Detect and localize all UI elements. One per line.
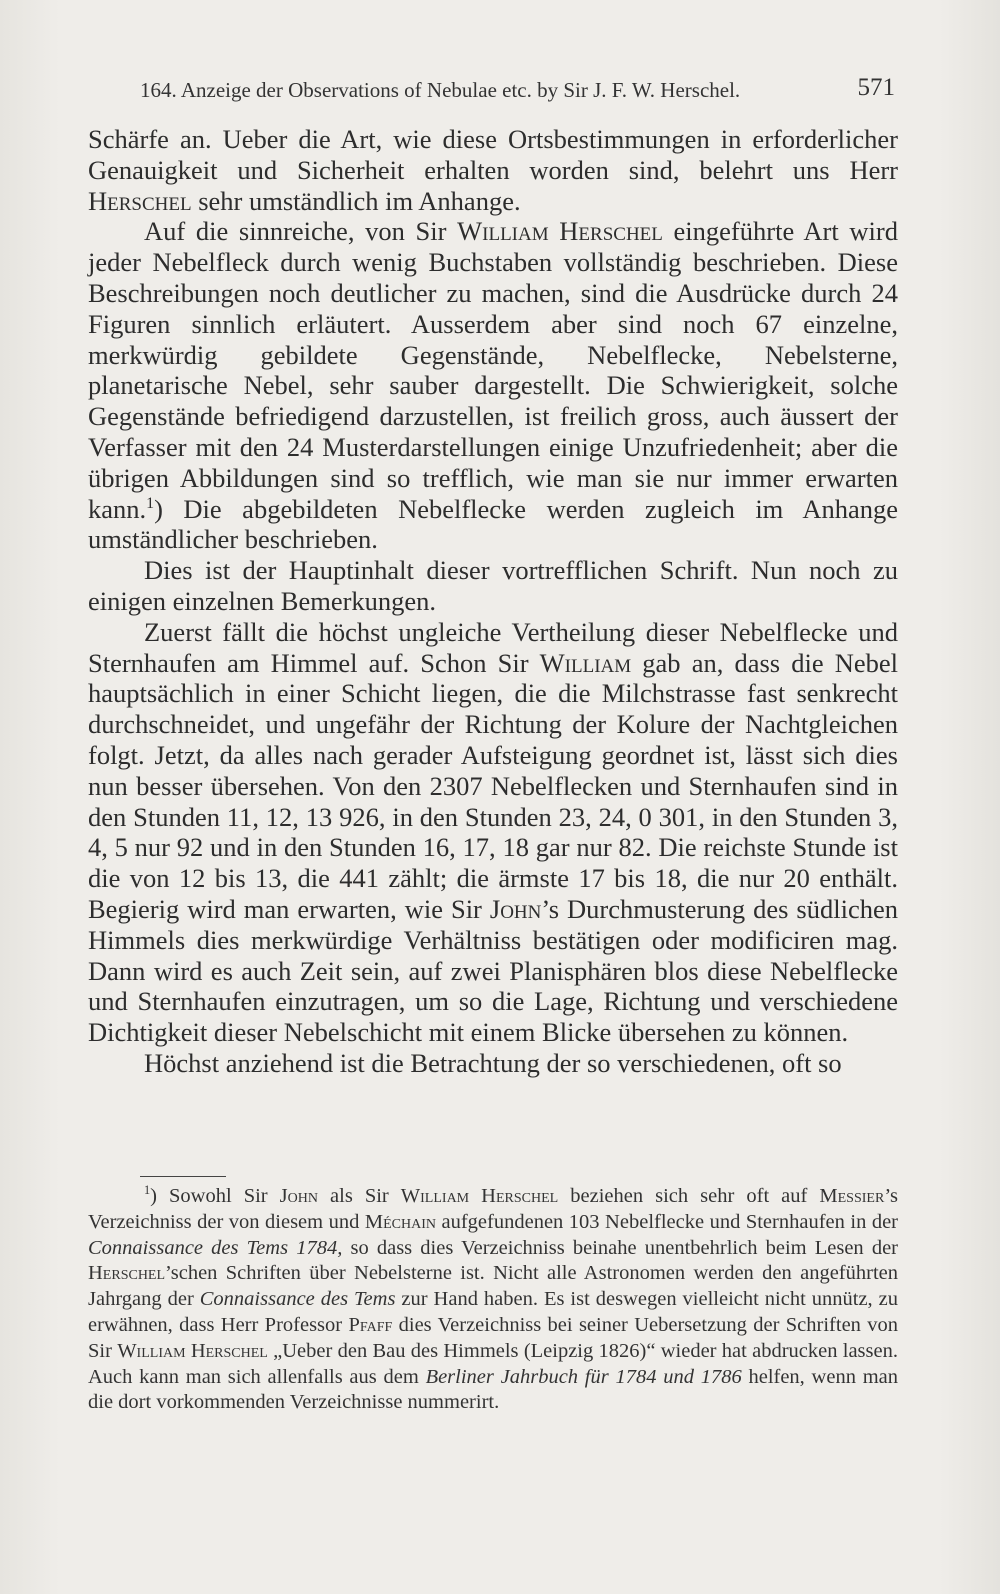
text-run: so dass dies Verzeichniss beinahe unentbehrlich beim Lesen der — [342, 1236, 899, 1259]
author-name: John — [279, 1185, 318, 1207]
text-run: ) Sowohl Sir — [150, 1185, 280, 1207]
paragraph-3: Dies ist der Hauptinhalt dieser vortrefflichen Schrift. Nun noch zu einigen einzelnen Bemerkungen. — [88, 555, 898, 616]
cited-work-title: Connaissance des Tems 1784, — [88, 1236, 343, 1259]
footnote-marker: 1 — [144, 1183, 151, 1198]
text-run: zur Hand haben. Es ist deswegen vielleicht nicht unnütz, zu erwähnen, dass Herr Professor — [88, 1288, 898, 1336]
cited-work-title: Berliner Jahrbuch für 1784 und 1786 — [425, 1365, 742, 1388]
paragraph-4 — [88, 617, 898, 1048]
author-name: Messier — [819, 1185, 885, 1207]
author-name: William Herschel — [400, 1185, 559, 1207]
cited-work-title: Connaissance des Tems — [199, 1288, 396, 1311]
text-run: als Sir — [317, 1185, 401, 1207]
paragraph-2 — [88, 216, 898, 555]
author-name: Herschel — [88, 185, 192, 216]
footnote-paragraph — [88, 1184, 898, 1416]
text-run: sehr umständlich im Anhange. — [191, 185, 521, 216]
text-run: dies Verzeichniss bei seiner Uebersetzung der Schriften von Sir — [88, 1313, 898, 1362]
text-run: aufgefundenen 103 Nebelflecke und Sternhaufen in der — [436, 1210, 899, 1233]
text-run: gab an, dass die Nebel hauptsächlich in einer Schicht liegen, die die Milchstrasse fast senkrecht durchschneidet, und ungefähr der Richtung der Kolure der Nachtgleichen folgt. Jetzt, da alles nach gerader Aufsteigung geordnet ist, lässt sich dies nun besser übersehen. Von den 2307 Nebelflecken und Sternhaufen sind in den Stunden 11, 12, 13 926, in den Stunden 23, 24, 0 301, in den Stunden 3, 4, 5 nur 92 und in den Stunden 16, 17, 18 gar nur 82. Die reichste Stunde ist die von 12 bis 13, die 441 zählt; die ärmste 17 bis 18, die nur 20 enthält. Begierig wird man erwarten, wie Sir — [88, 647, 898, 924]
author-name: William Herschel — [117, 1339, 268, 1362]
text-run: Schärfe an. Ueber die Art, wie diese Ortsbestimmungen in erforderlicher Genauigkeit und Sicherheit erhalten worden sind, belehrt uns Herr — [88, 124, 898, 185]
paragraph-5: Höchst anziehend ist die Betrachtung der so verschiedenen, oft so — [144, 1047, 842, 1078]
footnote — [88, 1184, 898, 1416]
text-run: „Ueber den Bau des Himmels (Leipzig 1826)“ wieder hat abdrucken lassen. Auch kann man sich allenfalls aus dem — [88, 1339, 898, 1388]
footnote-divider — [140, 1176, 226, 1177]
author-name: William Herschel — [457, 216, 663, 247]
text-run: Zuerst fällt die höchst ungleiche Vertheilung dieser Nebelflecke und Sternhaufen am Himmel auf. Schon Sir — [88, 616, 898, 678]
footnote-reference: 1 — [146, 494, 155, 512]
text-run: ’s Verzeichniss der von diesem und — [88, 1185, 898, 1233]
running-head-title: 164. Anzeige der Observations of Nebulae etc. by Sir J. F. W. Herschel. — [140, 78, 741, 102]
author-name: William — [539, 647, 632, 678]
text-run: Auf die sinnreiche, von Sir — [144, 216, 458, 247]
running-head — [140, 72, 895, 108]
author-name: Méchain — [364, 1210, 436, 1233]
page-number: 571 — [857, 74, 895, 101]
paragraph-1 — [88, 124, 898, 216]
text-run: beziehen sich sehr oft auf — [558, 1185, 820, 1207]
author-name: Pfaff — [348, 1313, 393, 1336]
text-run: ’s Durchmusterung des südlichen Himmels dies merkwürdige Verhältniss bestätigen oder modificiren mag. Dann wird es auch Zeit sein, auf zwei Planisphären blos diese Nebelflecke und Sternhaufen einzutragen, um so die Lage, Richtung und verschiedene Dichtigkeit dieser Nebelschicht mit einem Blicke übersehen zu können. — [88, 893, 898, 1048]
author-name: John — [489, 893, 542, 924]
text-run: ) Die abgebildeten Nebelflecke werden zugleich im Anhange umständlicher beschrieben. — [88, 493, 898, 555]
text-run: ’schen Schriften über Nebelsterne ist. Nicht alle Astronomen werden den angeführten Jahrgang der — [88, 1262, 898, 1311]
author-name: Herschel — [88, 1262, 166, 1285]
main-text — [88, 124, 898, 1079]
text-run: eingeführte Art wird jeder Nebelfleck durch wenig Buchstaben vollständig beschrieben. Diese Beschreibungen noch deutlicher zu machen, sind die Ausdrücke durch 24 Figuren sinnlich erläutert. Ausserdem aber sind noch 67 einzelne, merkwürdig gebildete Gegenstände, Nebelflecke, Nebelsterne, planetarische Nebel, sehr sauber dargestellt. Die Schwierigkeit, solche Gegenstände befriedigend darzustellen, ist freilich gross, auch äussert der Verfasser mit den 24 Musterdarstellungen einige Unzufriedenheit; aber die übrigen Abbildungen sind so trefflich, wie man sie nur immer erwarten kann. — [88, 216, 898, 524]
text-run: helfen, wenn man die dort vorkommenden Verzeichnisse nummerirt. — [88, 1365, 899, 1414]
